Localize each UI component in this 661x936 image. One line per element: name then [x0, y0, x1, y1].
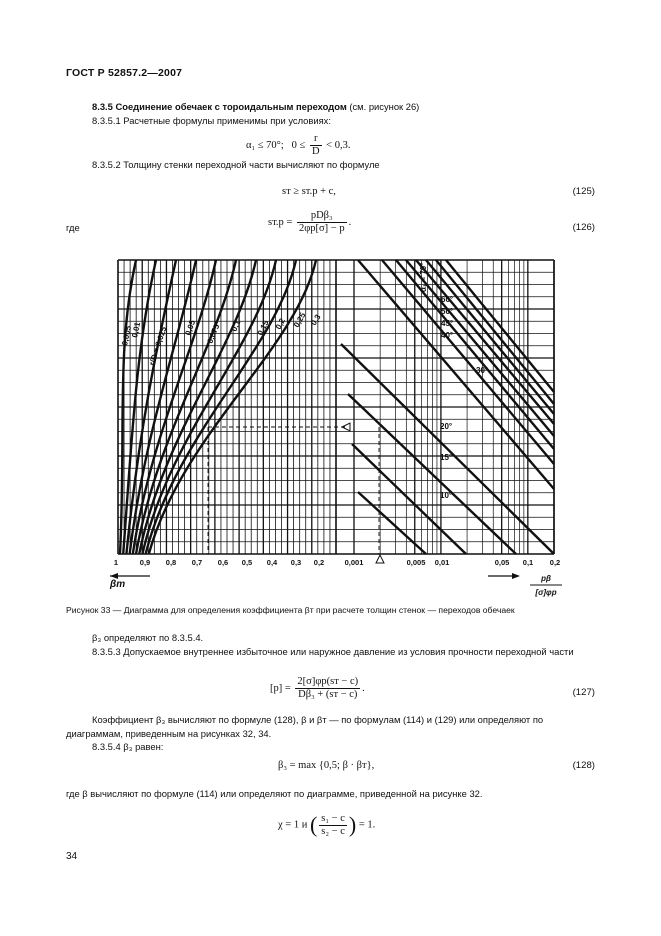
curve-label-8: 0,25 — [291, 311, 308, 329]
angle-label-20: 20° — [440, 422, 453, 431]
formula-127-end: . — [362, 682, 365, 694]
angle-label-10: 10° — [440, 491, 453, 500]
formula-chi-left: χ = 1 и — [278, 819, 308, 831]
x-left-tick-0-3: 0,3 — [290, 558, 302, 567]
x-right-tick-0-005: 0,005 — [406, 558, 426, 567]
left-axis-label: βт — [110, 579, 126, 590]
document-header: ГОСТ Р 52857.2—2007 — [66, 67, 183, 79]
curve-label-4: 0,075 — [205, 322, 222, 345]
alpha-line — [358, 492, 426, 554]
fraction-numerator: r — [310, 133, 322, 146]
angle-label-70: α₁ = 70° — [419, 262, 428, 292]
formula-128: β₃ = max {0,5; β · βт}, — [278, 760, 375, 771]
nomogram-chart — [96, 254, 566, 600]
curve-label-9: 0,3 — [309, 312, 323, 328]
delta-marker-icon — [376, 555, 384, 563]
x-right-tick-0-01: 0,01 — [434, 558, 450, 567]
condition-r-left: 0 ≤ — [291, 139, 306, 151]
equation-number-126: (126) — [572, 222, 595, 233]
x-left-tick-0-6: 0,6 — [217, 558, 229, 567]
paragraph-coefficient: Коэффициент β₃ вычисляют по формуле (128), β и βт — по формулам (114) и (129) или определяют по диаграммам, приведенным на рисунках 32, 34. — [66, 714, 544, 739]
conditions-formula — [246, 133, 350, 158]
fraction-numerator: s₁ − c — [321, 812, 345, 824]
equation-number-128: (128) — [572, 760, 595, 771]
formula-125: sт ≥ sт.р + c, — [282, 186, 336, 197]
right-axis-label-numerator: pβ — [541, 574, 551, 583]
formula-chi-fraction — [319, 813, 347, 838]
right-axis-arrow-icon — [512, 573, 520, 579]
angle-label-40: 40° — [441, 331, 454, 340]
formula-127-fraction — [295, 676, 360, 701]
chart-grid — [118, 260, 554, 554]
curve-label-3: 0,05 — [183, 318, 198, 337]
curve-label-7: 0,2 — [273, 316, 287, 331]
equation-number-127: (127) — [572, 687, 595, 698]
condition-r-right: < 0,3. — [326, 139, 351, 151]
formula-127-left: [p] = — [270, 682, 291, 694]
angle-label-60: 60° — [441, 295, 454, 304]
formula-chi-right: = 1. — [358, 819, 376, 831]
angle-label-50: 50° — [441, 307, 454, 316]
section-heading — [92, 101, 419, 112]
page-number: 34 — [66, 851, 78, 862]
fraction-denominator: 2φр[σ] − p — [298, 223, 345, 234]
paragraph-8354: 8.3.5.4 β₃ равен: — [92, 741, 164, 752]
condition-alpha: α₁ ≤ 70°; — [246, 139, 284, 151]
formula-126-end: . — [348, 216, 352, 228]
right-paren: ) — [348, 812, 357, 837]
x-left-tick-0-8: 0,8 — [165, 558, 177, 567]
curve-label-6: 0,15 — [255, 318, 271, 337]
where-label: где — [66, 222, 80, 233]
condition-r-fraction — [310, 133, 322, 158]
angle-label-30: 30° — [476, 366, 489, 375]
paragraph-beta: где β вычисляют по формуле (114) или определяют по диаграмме, приведенной на рисунке 32. — [66, 788, 483, 799]
formula-126 — [268, 210, 351, 235]
fraction-denominator: Dβ₃ + (sт − c) — [298, 689, 358, 700]
curve-label-2: r/D = 0,025 — [147, 325, 169, 367]
x-left-tick-0-4: 0,4 — [266, 558, 278, 567]
x-right-tick-0-1: 0,1 — [522, 558, 534, 567]
paragraph-8351: 8.3.5.1 Расчетные формулы применимы при условиях: — [92, 115, 331, 126]
curve-label-5: 0,1 — [229, 318, 243, 333]
x-left-tick-1: 1 — [113, 558, 119, 567]
fraction-denominator: s₂ − c — [321, 825, 345, 837]
paragraph-8352: 8.3.5.2 Толщину стенки переходной части вычисляют по формуле — [92, 159, 380, 170]
figure-caption: Рисунок 33 — Диаграмма для определения коэффициента βт при расчете толщин стенок — переходов обечаек — [66, 605, 515, 615]
formula-126-fraction — [297, 210, 347, 235]
curve-label-0: 0,005 — [120, 324, 134, 347]
chart-labels — [109, 263, 560, 597]
x-left-tick-0-7: 0,7 — [191, 558, 203, 567]
section-title: 8.3.5 Соединение обечаек с тороидальным переходом — [92, 101, 347, 112]
fraction-numerator: pDβ₃ — [297, 210, 347, 223]
alpha-line — [348, 394, 516, 554]
x-right-tick-0-05: 0,05 — [494, 558, 510, 567]
left-paren: ( — [309, 812, 318, 837]
formula-127 — [270, 676, 365, 701]
x-left-tick-0-5: 0,5 — [241, 558, 253, 567]
paragraph-8353: 8.3.5.3 Допускаемое внутреннее избыточное или наружное давление из условия прочности переходной части — [92, 646, 574, 657]
formula-126-left: sт.р = — [268, 216, 293, 228]
x-left-tick-0-9: 0,9 — [139, 558, 151, 567]
equation-number-125: (125) — [572, 186, 595, 197]
right-axis-label-denominator: [σ]φр — [535, 588, 557, 597]
fraction-denominator: D — [311, 146, 320, 157]
fraction-numerator: 2[σ]φр(sт − c) — [297, 676, 359, 687]
angle-label-45: 45° — [441, 319, 454, 328]
paragraph-beta3: β₃ определяют по 8.3.5.4. — [92, 632, 204, 643]
alpha-line — [406, 260, 554, 436]
section-title-ref: (см. рисунок 26) — [346, 101, 420, 112]
angle-label-15: 15° — [440, 453, 453, 462]
curve-label-1: 0,01 — [130, 321, 143, 339]
x-right-tick-0-001: 0,001 — [344, 558, 364, 567]
formula-chi — [278, 812, 375, 838]
x-right-tick-0-2: 0,2 — [549, 558, 561, 567]
x-left-tick-0-2: 0,2 — [313, 558, 325, 567]
